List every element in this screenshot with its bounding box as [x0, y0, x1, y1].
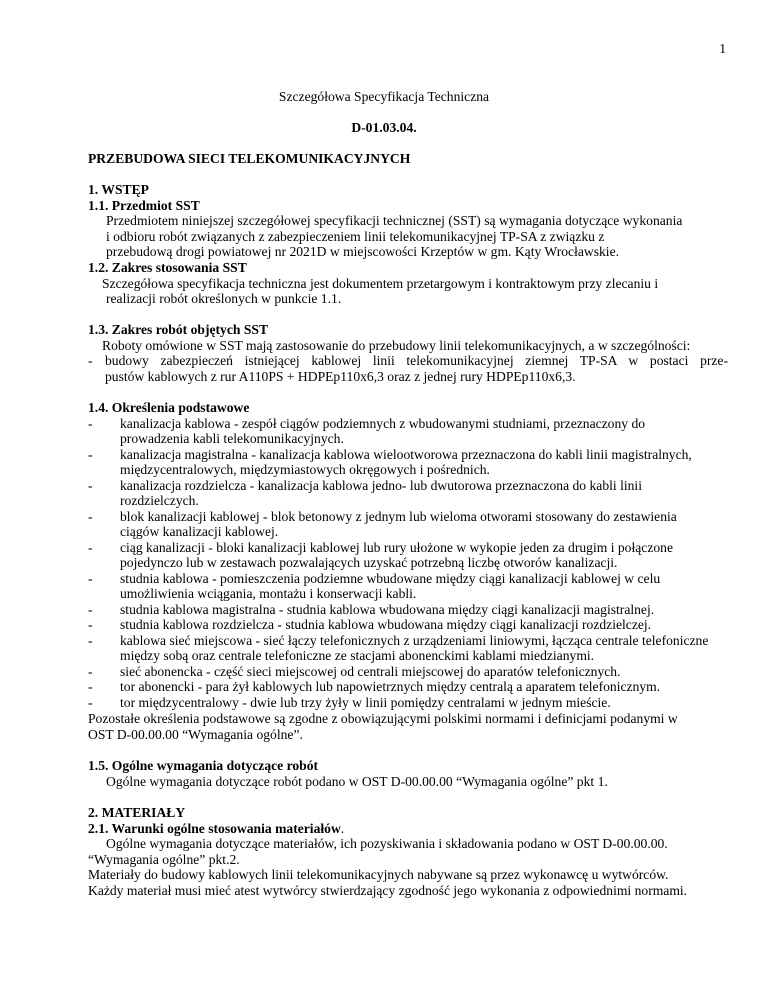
- definition-item: [88, 416, 728, 447]
- definition-line: kablowa sieć miejscowa - sieć łączy telefonicznych z urządzeniami liniowymi, łącząca centrale telefoniczne: [120, 632, 709, 648]
- definition-line: kanalizacja kablowa - zespół ciągów podziemnych z wbudowanymi studniami, przeznaczony do: [120, 415, 646, 431]
- page-number: 1: [719, 41, 726, 56]
- section-1-2-line: Szczegółowa specyfikacja techniczna jest dokumentem przetargowym i kontraktowym przy zlecaniu i: [102, 275, 659, 291]
- section-2: [88, 805, 728, 898]
- section-1-4-heading: 1.4. Określenia podstawowe: [88, 400, 250, 415]
- list-dash: -: [88, 415, 93, 431]
- definition-line: międzycentralowych, międzymiastowych okręgowych i pośrednich.: [120, 462, 490, 477]
- section-2-1-heading-tail: .: [340, 820, 345, 836]
- definition-line: umożliwienia wciągania, montażu i konserwacji kabli.: [120, 586, 417, 601]
- section-1-3-item-line: budowy zabezpieczeń istniejącej kablowej linii telekomunikacyjnej ziemnej TP-SA w postaci prze-: [105, 353, 728, 368]
- list-dash: -: [88, 539, 93, 555]
- definition-line: tor międzycentralowy - dwie lub trzy żyły w linii pomiędzy centralami w jednym mieście.: [120, 694, 611, 710]
- section-2-1-line: “Wymagania ogólne” pkt.2.: [88, 851, 240, 867]
- list-dash: -: [88, 679, 93, 694]
- list-dash: -: [88, 353, 93, 368]
- section-1-3-list-item: [88, 353, 728, 384]
- list-dash: -: [88, 508, 93, 524]
- list-dash: -: [88, 694, 93, 710]
- definition-line: ciąg kanalizacji - bloki kanalizacji kablowej lub rury ułożone w wykopie jeden za drugim i połączone: [120, 539, 673, 555]
- section-1-4-footer-line: OST D-00.00.00 “Wymagania ogólne”.: [88, 726, 303, 742]
- definition-item: [88, 478, 728, 509]
- section-1-2-heading: 1.2. Zakres stosowania SST: [88, 260, 247, 275]
- definition-item: [88, 602, 728, 618]
- section-1-4: [88, 400, 728, 710]
- section-2-1-line: Ogólne wymagania dotyczące materiałów, ich pozyskiwania i składowania podano w OST D-00.00.00.: [106, 836, 668, 851]
- section-1: [88, 182, 728, 260]
- section-1-3-intro: Roboty omówione w SST mają zastosowanie do przebudowy linii telekomunikacyjnych, a w szczególności:: [102, 337, 691, 353]
- section-1-1-heading: 1.1. Przedmiot SST: [88, 197, 200, 213]
- definition-item: [88, 679, 728, 695]
- list-dash: -: [88, 663, 93, 679]
- definition-item: [88, 695, 728, 711]
- section-1-3: [88, 322, 728, 384]
- document-title: Szczegółowa Specyfikacja Techniczna: [278, 89, 490, 104]
- definition-line: blok kanalizacji kablowej - blok betonowy z jednym lub wieloma otworami stosowany do zestawienia: [120, 508, 677, 524]
- section-1-heading: 1. WSTĘP: [88, 182, 149, 197]
- section-1-4-footer-line: Pozostałe określenia podstawowe są zgodne z obowiązującymi polskimi normami i definicjami podanymi w: [88, 711, 678, 726]
- section-2-1-line: Każdy materiał musi mieć atest wytwórcy stwierdzający zgodność jego wykonania z odpowiednimi normami.: [88, 882, 688, 898]
- list-dash: -: [88, 617, 93, 632]
- definition-line: między sobą oraz centrale telefoniczne ze stacjami abonenckimi kablami miedzianymi.: [120, 648, 595, 663]
- definitions-list: [88, 416, 728, 711]
- section-1-2-line: realizacji robót określonych w punkcie 1.1.: [106, 291, 342, 306]
- section-1-4-footer: [88, 711, 728, 742]
- definition-item: [88, 509, 728, 540]
- definition-item: [88, 540, 728, 571]
- section-1-1-line: i odbioru robót związanych z zabezpieczeniem linii telekomunikacyjnej TP-SA z związku z: [106, 228, 605, 244]
- section-2-1-heading-row: [88, 821, 728, 837]
- list-dash: -: [88, 570, 93, 586]
- document-subject: PRZEBUDOWA SIECI TELEKOMUNIKACYJNYCH: [88, 151, 411, 166]
- definition-line: tor abonencki - para żył kablowych lub napowietrznych między centralą a aparatem telefonicznym.: [120, 679, 661, 694]
- definition-line: kanalizacja rozdzielcza - kanalizacja kablowa jedno- lub dwutorowa przeznaczona do kabli linii: [120, 477, 642, 493]
- definition-line: prowadzenia kabli telekomunikacyjnych.: [120, 431, 344, 446]
- definition-line: studnia kablowa rozdzielcza - studnia kablowa wbudowana między ciągi kanalizacji rozdzielczej.: [120, 617, 652, 632]
- section-1-2: [88, 260, 728, 307]
- section-1-3-item-line: pustów kablowych z rur A110PS + HDPEp110x6,3 oraz z jednej rury HDPEp110x6,3.: [105, 368, 576, 384]
- definition-line: studnia kablowa magistralna - studnia kablowa wbudowana między ciągi kanalizacji magistralnej.: [120, 601, 655, 617]
- section-1-5-text: Ogólne wymagania dotyczące robót podano w OST D-00.00.00 “Wymagania ogólne” pkt 1.: [106, 773, 608, 789]
- definition-line: kanalizacja magistralna - kanalizacja kablowa wielootworowa przeznaczona do kabli linii magistralnych,: [120, 446, 692, 462]
- definition-item: [88, 633, 728, 664]
- definition-line: sieć abonencka - część sieci miejscowej od centrali miejscowej do aparatów telefonicznych.: [120, 663, 621, 679]
- definition-line: studnia kablowa - pomieszczenia podziemne wbudowane między ciągi kanalizacji kablowej w celu: [120, 570, 661, 586]
- list-dash: -: [88, 446, 93, 462]
- list-dash: -: [88, 601, 93, 617]
- section-2-1-line: Materiały do budowy kablowych linii telekomunikacyjnych nabywane są przez wykonawcę u wytwórców.: [88, 867, 669, 882]
- definition-line: ciągów kanalizacji kablowej.: [120, 524, 279, 539]
- definition-line: rozdzielczych.: [120, 493, 199, 508]
- list-dash: -: [88, 477, 93, 493]
- definition-item: [88, 664, 728, 680]
- section-1-1-line: przebudową drogi powiatowej nr 2021D w miejscowości Krzeptów w gm. Kąty Wrocławskie.: [106, 244, 619, 259]
- section-1-5-heading: 1.5. Ogólne wymagania dotyczące robót: [88, 758, 319, 773]
- definition-item: [88, 571, 728, 602]
- document-code: D-01.03.04.: [351, 120, 417, 135]
- section-1-1-line: Przedmiotem niniejszej szczegółowej specyfikacji technicznej (SST) są wymagania dotyczące wykonania: [106, 213, 683, 228]
- definition-item: [88, 617, 728, 633]
- section-1-3-heading: 1.3. Zakres robót objętych SST: [88, 322, 269, 337]
- list-dash: -: [88, 632, 93, 648]
- section-1-5: [88, 758, 728, 789]
- definition-line: pojedynczo lub w zestawach pozwalających uzyskać potrzebną liczbę otworów kanalizacji.: [120, 555, 618, 570]
- section-2-1-heading: 2.1. Warunki ogólne stosowania materiałów: [88, 820, 341, 836]
- definition-item: [88, 447, 728, 478]
- section-2-heading: 2. MATERIAŁY: [88, 805, 186, 820]
